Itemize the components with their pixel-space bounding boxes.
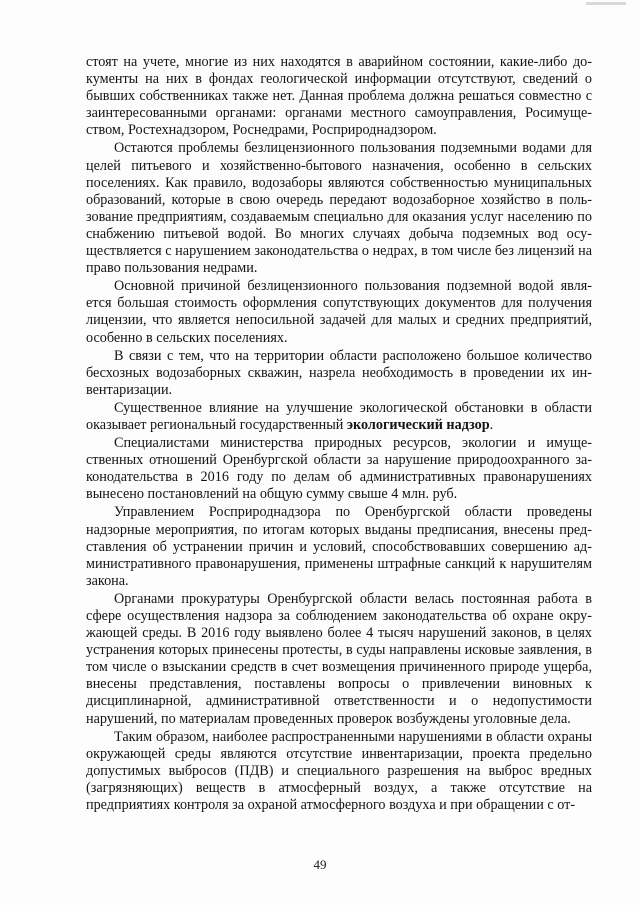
paragraph-text-end: . [489,416,494,433]
paragraph-5 [86,400,592,434]
paragraph-text: Специалистами министерства природных ресурсов, экологии и имущественных отношений Оренбургской области за нарушение природоохранного законодательства в 2016 году по делам об административных правонарушениях вынесено постановлений на общую сумму свыше 4 млн. руб. [86,435,592,503]
paragraph-6 [86,435,592,503]
paragraph-4 [86,348,592,399]
paragraph-2 [86,140,592,277]
paragraph-1 [86,54,592,139]
page-number: 49 [313,857,327,872]
paragraph-text: В связи с тем, что на территории области расположено большое количество бесхозных водозаборных скважин, назрела необходимость в проведении их инвентаризации. [86,347,592,398]
paragraph-text: Органами прокуратуры Оренбургской области велась постоянная работа в сфере осуществления надзора за соблюдением законодательства об охране окружающей среды. В 2016 году выявлено более 4 тысяч нарушений законов, в целях устранения которых принесены протесты, в суды направлены исковые заявления, в том числе о взыскании средств в счет возмещения причиненного природе ущерба, внесены представления, поставлены вопросы о привлечении виновных к дисциплинарной, административной ответственности и о недопустимости нарушений, по материалам проведенных проверок возбуждены уголовные дела. [86,590,592,727]
paragraph-text: Существенное влияние на улучшение экологической обстановки в области оказывает региональный государственный [86,399,592,433]
paragraph-8 [86,591,592,728]
scan-edge-mark [586,2,626,5]
paragraph-text: Остаются проблемы безлицензионного пользования подземными водами для целей питьевого и хозяйственно-бытового назначения, особенно в сельских поселениях. Как правило, водозаборы являются собственностью муниципальных образований, которые в свою очередь передают водозаборное хозяйство в пользование предприятиям, создаваемым специально для оказания услуг населению по снабжению питьевой водой. Во многих случаях добыча подземных вод осуществляется с нарушением законодательства о недрах, в том числе без лицензий на право пользования недрами. [86,140,592,277]
paragraph-text: Управлением Росприроднадзора по Оренбургской области проведены надзорные мероприятия, по итогам которых выданы предписания, внесены представления об устранении причин и условий, способствовавших совершению административного правонарушения, применены штрафные санкций к нарушителям закона. [86,504,592,589]
bold-term: экологический надзор [346,416,490,433]
paragraph-text: Таким образом, наиболее распространенными нарушениями в области охраны окружающей среды являются отсутствие инвентаризации, проекта предельно допустимых выбросов (ПДВ) и специального разрешения на выброс вредных (загрязняющих) веществ в атмосферный воздух, а также отсутствие на предприятиях контроля за охраной атмосферного воздуха и при обращении с от- [86,728,592,814]
paragraph-7 [86,504,592,589]
paragraph-9 [86,729,592,814]
paragraph-3 [86,278,592,346]
paragraph-text: Основной причиной безлицензионного пользования подземной водой является большая стоимость оформления сопутствующих документов для получения лицензии, что является непосильной задачей для малых и средних предприятий, особенно в сельских поселениях. [86,278,592,346]
paragraph-text: стоят на учете, многие из них находятся в аварийном состоянии, какие-либо документы на них в фондах геологической информации отсутствуют, сведений о бывших собственниках также нет. Данная проблема должна решаться совместно с заинтересованными органами: органами местного самоуправления, Росимуществом, Ростехнадзором, Роснедрами, Росприроднадзором. [86,54,592,139]
body-text [86,54,592,814]
